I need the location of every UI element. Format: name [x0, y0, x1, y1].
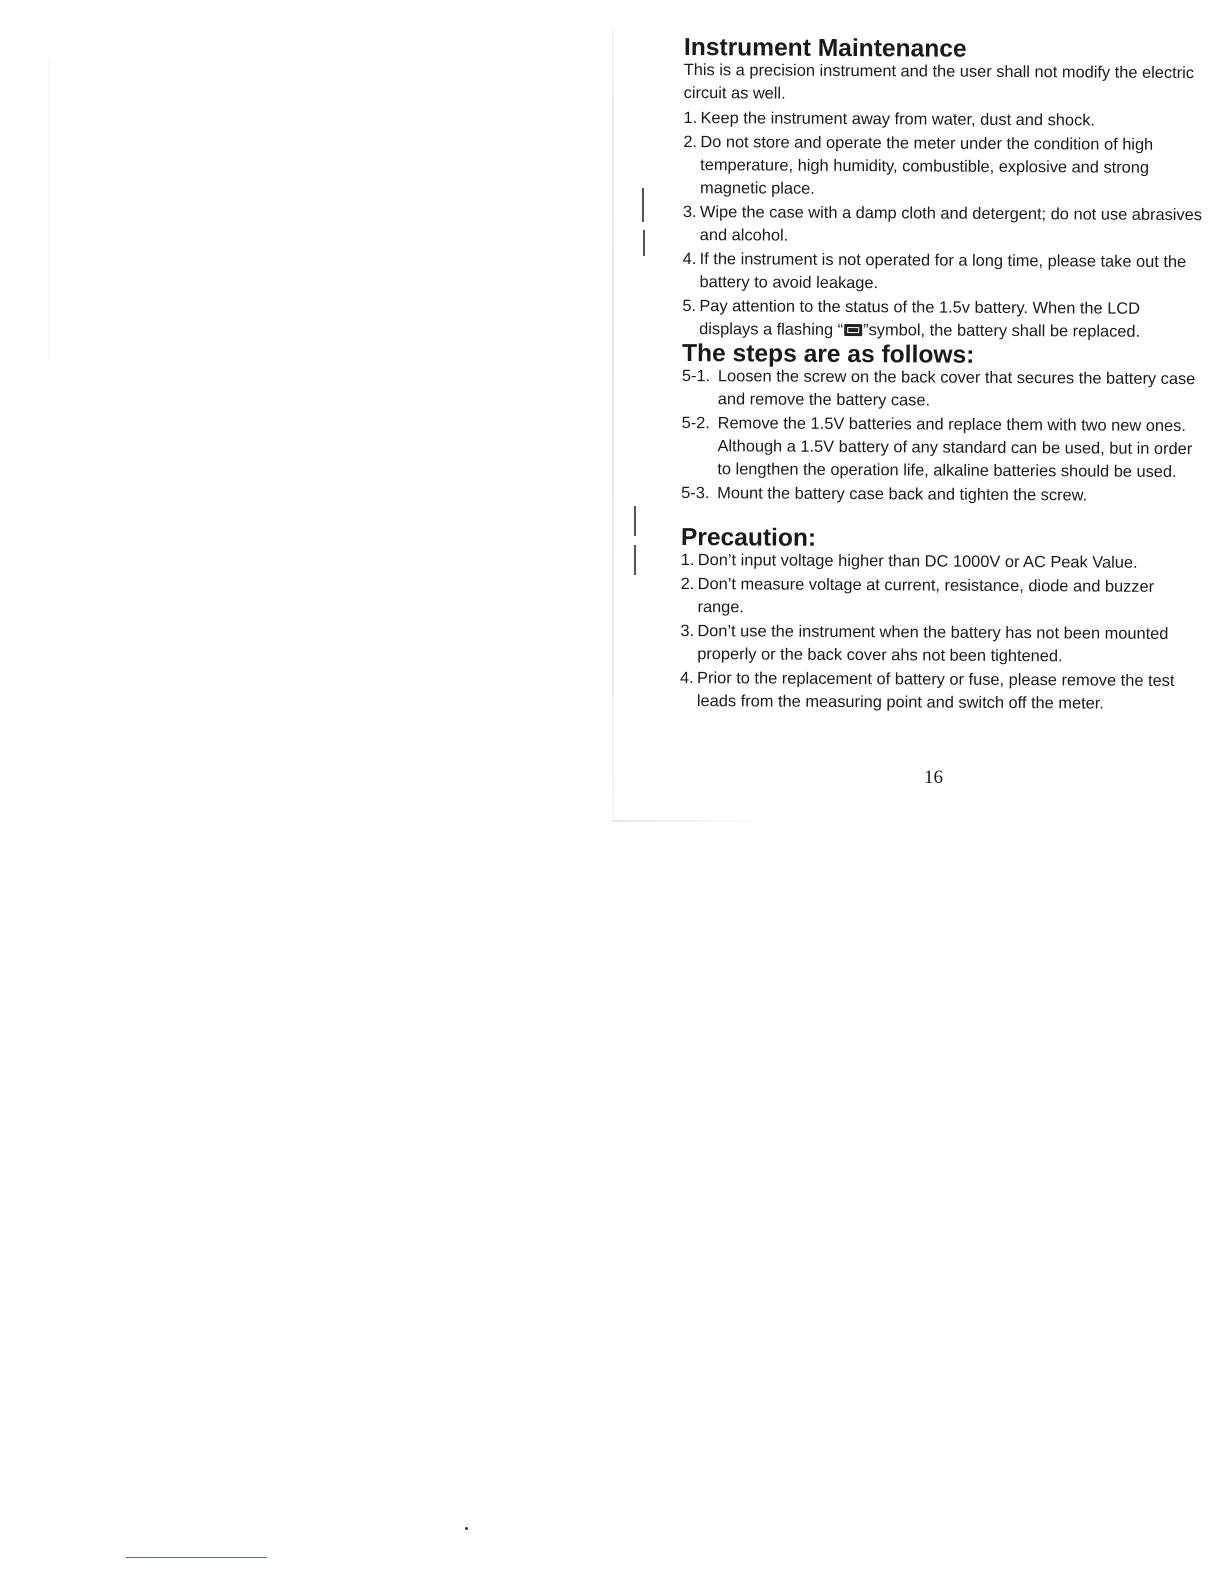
scan-page-edge-bottom [612, 820, 792, 822]
item-text: Wipe the case with a damp cloth and detergent; do not use abrasives and alcohol. [699, 203, 1203, 245]
maintenance-intro: This is a precision instrument and the user shall not modify the electric circuit as well. [683, 60, 1195, 103]
list-item [680, 667, 1200, 716]
item-number: 4. [682, 249, 697, 269]
item-text-before: Pay attention to the status of the 1.5v battery. When the LCD displays a flashing “ [699, 297, 1141, 339]
item-text [699, 295, 1202, 344]
step-text: Loosen the screw on the back cover that secures the battery case and remove the battery case. [717, 367, 1196, 410]
item-number: 2. [683, 132, 698, 152]
step-text: Remove the 1.5V batteries and replace them with two new ones. Although a 1.5V battery of any standard can be used, but in order to lengthen the operation life, alkaline batteries should be used. [717, 414, 1193, 482]
item-text: Don’t input voltage higher than DC 1000V or AC Peak Value. [697, 551, 1138, 572]
item-number: 3. [680, 621, 695, 641]
precaution-title: Precaution: [680, 523, 817, 552]
list-item [682, 248, 1202, 297]
list-item [681, 412, 1201, 484]
steps-list [681, 365, 1202, 508]
binder-mark [634, 545, 636, 575]
item-text-after: ”symbol, the battery shall be replaced. [863, 321, 1141, 341]
maintenance-list [682, 107, 1203, 344]
list-item [681, 549, 1201, 575]
item-text: Don’t use the instrument when the battery has not been mounted properly or the back cover ahs not been tightened. [697, 622, 1169, 666]
item-number: 5. [682, 296, 697, 316]
step-number: 5-3. [681, 483, 710, 503]
item-number: 1. [680, 550, 695, 570]
item-number: 1. [683, 108, 698, 128]
list-item [683, 131, 1203, 203]
list-item [683, 201, 1203, 250]
list-item [682, 295, 1202, 344]
item-number: 4. [680, 668, 694, 688]
steps-title: The steps are as follows: [681, 339, 975, 369]
list-item [681, 482, 1201, 508]
item-text: Prior to the replacement of battery or fuse, please remove the test leads from the measuring point and switch off the meter. [696, 669, 1175, 713]
scan-speck [465, 1527, 468, 1530]
step-text: Mount the battery case back and tighten the screw. [717, 484, 1088, 505]
list-item [680, 620, 1200, 669]
footer-rule [126, 1557, 267, 1558]
precaution-list [680, 549, 1201, 716]
step-number: 5-1. [681, 366, 711, 386]
step-number: 5-2. [681, 413, 710, 433]
battery-icon [844, 324, 862, 336]
list-item [683, 107, 1203, 133]
page-number: 16 [924, 767, 943, 788]
item-text: If the instrument is not operated for a long time, please take out the battery to avoid leakage. [699, 250, 1187, 293]
binder-mark [643, 230, 645, 256]
manual-page-content [680, 36, 1204, 717]
item-number: 2. [680, 574, 695, 594]
binder-mark [634, 506, 636, 536]
maintenance-title: Instrument Maintenance [683, 34, 967, 63]
list-item [680, 573, 1200, 622]
item-number: 3. [682, 202, 697, 222]
item-text: Do not store and operate the meter under the condition of high temperature, high humidity, combustible, explosive and strong magnetic place. [700, 133, 1154, 198]
item-text: Don’t measure voltage at current, resistance, diode and buzzer range. [697, 575, 1155, 617]
list-item [682, 365, 1202, 414]
scan-artifact [48, 60, 49, 360]
binder-mark [642, 188, 644, 222]
scan-page-edge [612, 30, 614, 820]
item-text: Keep the instrument away from water, dust and shock. [700, 109, 1096, 130]
